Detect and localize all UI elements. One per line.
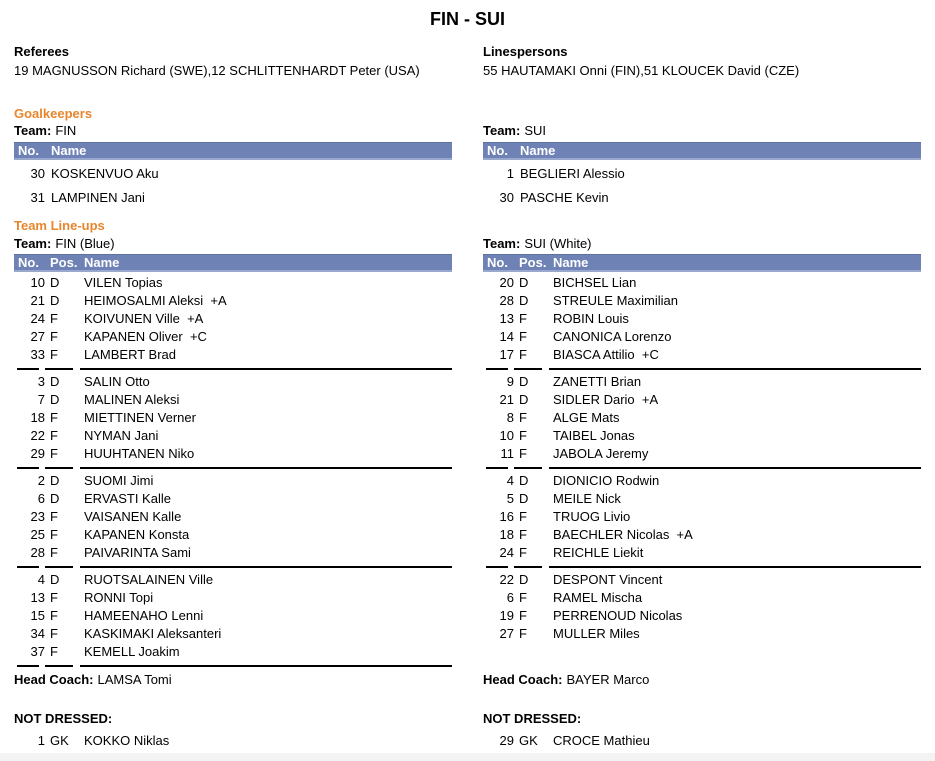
table-row [14, 607, 452, 625]
linespersons-names: 55 HAUTAMAKI Onni (FIN),51 KLOUCEK David (CZE) [483, 63, 800, 78]
lineup-table-header [483, 254, 921, 272]
cell-pos: F [519, 329, 527, 344]
cell-name: KASKIMAKI Aleksanteri [84, 626, 222, 641]
cell-no: 1 [506, 166, 514, 181]
cell-no: 2 [37, 473, 45, 488]
cell-name: SUOMI Jimi [84, 473, 154, 488]
cell-pos: F [519, 590, 527, 605]
cell-no: 14 [499, 329, 514, 344]
cell-name: TRUOG Livio [553, 509, 631, 524]
group-separator [14, 463, 452, 472]
cell-name: HUUHTANEN Niko [84, 446, 195, 461]
separator-line [514, 368, 542, 370]
head-coach-line-fin [14, 672, 452, 688]
cell-no: 22 [30, 428, 45, 443]
cell-pos: F [50, 590, 58, 605]
cell-no: 15 [30, 608, 45, 623]
header-cell-name: Name [51, 143, 87, 158]
header-cell-pos: Pos. [50, 255, 78, 270]
table-row [14, 625, 452, 643]
cell-no: 18 [499, 527, 514, 542]
referees-names: 19 MAGNUSSON Richard (SWE),12 SCHLITTENHARDT Peter (USA) [14, 63, 420, 78]
group-separator [483, 562, 921, 571]
cell-no: 27 [499, 626, 514, 641]
not-dressed-label: NOT DRESSED: [14, 711, 113, 726]
head-coach-name: BAYER Marco [566, 672, 650, 687]
lineup-team-line-sui [483, 236, 921, 252]
cell-name: KAPANEN Konsta [84, 527, 190, 542]
cell-name: PASCHE Kevin [520, 190, 609, 205]
separator-line [17, 368, 39, 370]
cell-no: 7 [37, 392, 45, 407]
table-row [14, 328, 452, 346]
cell-pos: D [519, 374, 529, 389]
lineup-table-fin [14, 254, 452, 670]
cell-no: 19 [499, 608, 514, 623]
cell-no: 6 [37, 491, 45, 506]
page-bottom-edge [0, 753, 935, 761]
group-separator [483, 463, 921, 472]
cell-pos: F [50, 644, 58, 659]
cell-name: CROCE Mathieu [553, 733, 650, 748]
table-row [483, 427, 921, 445]
separator-line [45, 467, 73, 469]
cell-pos: D [50, 275, 60, 290]
head-coach-line-sui [483, 672, 921, 688]
cell-name: HEIMOSALMI Aleksi +A [84, 293, 227, 308]
cell-no: 34 [30, 626, 45, 641]
cell-pos: D [50, 473, 60, 488]
cell-no: 29 [30, 446, 45, 461]
table-row [14, 589, 452, 607]
cell-no: 37 [30, 644, 45, 659]
cell-pos: GK [50, 733, 69, 748]
table-row [483, 607, 921, 625]
cell-name: BIASCA Attilio +C [553, 347, 659, 362]
group-separator [14, 562, 452, 571]
table-row [483, 508, 921, 526]
team-value: FIN [55, 123, 77, 138]
gk-rows-fin [14, 162, 452, 210]
header-cell-name: Name [520, 143, 556, 158]
header-cell-name: Name [84, 255, 120, 270]
cell-name: LAMPINEN Jani [51, 190, 145, 205]
table-row [14, 733, 452, 749]
cell-no: 4 [506, 473, 514, 488]
table-row [483, 571, 921, 589]
table-row [14, 274, 452, 292]
cell-name: HAMEENAHO Lenni [84, 608, 204, 623]
cell-name: ERVASTI Kalle [84, 491, 171, 506]
cell-pos: F [50, 608, 58, 623]
cell-no: 13 [30, 590, 45, 605]
lineup-team-line-fin [14, 236, 452, 252]
cell-pos: F [519, 608, 527, 623]
cell-no: 24 [499, 545, 514, 560]
table-row [483, 346, 921, 364]
gk-table-fin [14, 142, 452, 210]
cell-no: 23 [30, 509, 45, 524]
cell-pos: F [519, 428, 527, 443]
table-row [14, 445, 452, 463]
separator-line [486, 566, 508, 568]
cell-no: 11 [500, 446, 514, 461]
table-row [14, 373, 452, 391]
cell-no: 9 [506, 374, 514, 389]
cell-pos: D [50, 491, 60, 506]
table-row [483, 409, 921, 427]
separator-line [80, 566, 452, 568]
cell-pos: F [519, 410, 527, 425]
table-row [483, 274, 921, 292]
table-row [14, 643, 452, 661]
table-row [483, 445, 921, 463]
cell-name: BAECHLER Nicolas +A [553, 527, 693, 542]
cell-pos: F [50, 347, 58, 362]
cell-no: 22 [499, 572, 514, 587]
header-cell-no: No. [18, 255, 39, 270]
separator-line [80, 665, 452, 667]
cell-pos: F [519, 446, 527, 461]
lineup-rows-fin [14, 274, 452, 670]
separator-line [17, 665, 39, 667]
not-dressed-rows-sui [483, 733, 921, 749]
group-separator [14, 364, 452, 373]
cell-no: 21 [499, 392, 514, 407]
table-row [14, 427, 452, 445]
separator-line [514, 566, 542, 568]
cell-name: ALGE Mats [553, 410, 620, 425]
cell-pos: F [519, 347, 527, 362]
cell-no: 10 [499, 428, 514, 443]
cell-no: 18 [30, 410, 45, 425]
table-row [483, 733, 921, 749]
table-row [14, 571, 452, 589]
separator-line [45, 368, 73, 370]
cell-name: RONNI Topi [84, 590, 154, 605]
lineup-table-header [14, 254, 452, 272]
cell-no: 31 [30, 190, 45, 205]
table-row [483, 373, 921, 391]
cell-pos: F [50, 428, 58, 443]
group-separator [483, 364, 921, 373]
cell-name: BICHSEL Lian [553, 275, 637, 290]
table-row [483, 472, 921, 490]
gk-table-header [14, 142, 452, 160]
cell-pos: GK [519, 733, 538, 748]
table-row [483, 391, 921, 409]
cell-name: KOIVUNEN Ville +A [84, 311, 204, 326]
cell-pos: D [50, 293, 60, 308]
table-row [14, 310, 452, 328]
cell-no: 16 [499, 509, 514, 524]
cell-pos: F [50, 509, 58, 524]
cell-name: VAISANEN Kalle [84, 509, 182, 524]
team-value: FIN (Blue) [55, 236, 115, 251]
cell-pos: F [50, 446, 58, 461]
table-row [483, 589, 921, 607]
cell-name: VILEN Topias [84, 275, 163, 290]
cell-name: BEGLIERI Alessio [520, 166, 625, 181]
header-cell-no: No. [18, 143, 39, 158]
cell-pos: F [519, 527, 527, 542]
separator-line [80, 368, 452, 370]
head-coach-label: Head Coach: [483, 672, 563, 687]
cell-pos: D [50, 374, 60, 389]
cell-name: KOSKENVUO Aku [51, 166, 159, 181]
cell-name: MEILE Nick [553, 491, 621, 506]
cell-no: 25 [30, 527, 45, 542]
cell-no: 17 [499, 347, 514, 362]
cell-pos: D [519, 473, 529, 488]
column-fin [14, 0, 452, 761]
head-coach-label: Head Coach: [14, 672, 94, 687]
table-row [14, 162, 452, 186]
cell-name: SALIN Otto [84, 374, 150, 389]
separator-line [17, 467, 39, 469]
cell-pos: F [50, 410, 58, 425]
cell-pos: D [519, 491, 529, 506]
table-row [14, 409, 452, 427]
gk-rows-sui [483, 162, 921, 210]
cell-name: RUOTSALAINEN Ville [84, 572, 214, 587]
cell-no: 5 [506, 491, 514, 506]
table-row [14, 472, 452, 490]
cell-no: 3 [37, 374, 45, 389]
table-row [483, 625, 921, 643]
separator-line [549, 467, 921, 469]
gk-team-line-fin [14, 123, 452, 139]
team-label: Team: [14, 236, 52, 251]
gk-table-sui [483, 142, 921, 210]
table-row [483, 328, 921, 346]
cell-no: 29 [499, 733, 514, 748]
table-row [14, 508, 452, 526]
head-coach-name: LAMSA Tomi [97, 672, 172, 687]
cell-name: ROBIN Louis [553, 311, 629, 326]
cell-no: 27 [30, 329, 45, 344]
table-row [483, 162, 921, 186]
cell-no: 30 [30, 166, 45, 181]
cell-no: 24 [30, 311, 45, 326]
cell-pos: F [519, 626, 527, 641]
cell-pos: F [50, 329, 58, 344]
lineup-rows-sui [483, 274, 921, 643]
header-cell-pos: Pos. [519, 255, 547, 270]
table-row [14, 186, 452, 210]
cell-no: 30 [499, 190, 514, 205]
table-row [14, 526, 452, 544]
team-label: Team: [483, 236, 521, 251]
separator-line [486, 368, 508, 370]
linespersons-label: Linespersons [483, 44, 568, 59]
separator-line [17, 566, 39, 568]
lineups-heading: Team Line-ups [14, 218, 105, 233]
gk-team-line-sui [483, 123, 921, 139]
cell-no: 28 [499, 293, 514, 308]
separator-line [514, 467, 542, 469]
cell-name: CANONICA Lorenzo [553, 329, 672, 344]
table-row [483, 544, 921, 562]
table-row [14, 544, 452, 562]
cell-name: LAMBERT Brad [84, 347, 177, 362]
cell-pos: D [50, 392, 60, 407]
cell-name: PERRENOUD Nicolas [553, 608, 683, 623]
team-label: Team: [14, 123, 52, 138]
cell-name: STREULE Maximilian [553, 293, 678, 308]
table-row [14, 391, 452, 409]
cell-pos: D [519, 275, 529, 290]
cell-no: 6 [506, 590, 514, 605]
separator-line [549, 566, 921, 568]
cell-pos: F [50, 545, 58, 560]
cell-name: KEMELL Joakim [84, 644, 180, 659]
cell-name: NYMAN Jani [84, 428, 159, 443]
gk-table-header [483, 142, 921, 160]
goalkeepers-heading: Goalkeepers [14, 106, 93, 121]
separator-line [45, 566, 73, 568]
cell-no: 20 [499, 275, 514, 290]
team-value: SUI (White) [524, 236, 592, 251]
team-label: Team: [483, 123, 521, 138]
cell-name: KOKKO Niklas [84, 733, 170, 748]
table-row [483, 186, 921, 210]
cell-no: 8 [506, 410, 514, 425]
cell-pos: F [50, 311, 58, 326]
cell-pos: D [519, 293, 529, 308]
lineup-table-sui [483, 254, 921, 643]
cell-pos: F [50, 626, 58, 641]
table-row [14, 346, 452, 364]
cell-pos: F [519, 311, 527, 326]
cell-pos: F [519, 509, 527, 524]
separator-line [549, 368, 921, 370]
cell-name: DESPONT Vincent [553, 572, 663, 587]
table-row [14, 490, 452, 508]
table-row [483, 526, 921, 544]
cell-name: REICHLE Liekit [553, 545, 644, 560]
cell-name: KAPANEN Oliver +C [84, 329, 207, 344]
page-title: FIN - SUI [430, 9, 505, 29]
not-dressed-label: NOT DRESSED: [483, 711, 582, 726]
cell-no: 1 [37, 733, 45, 748]
cell-no: 28 [30, 545, 45, 560]
table-row [483, 310, 921, 328]
cell-name: MULLER Miles [553, 626, 640, 641]
group-separator [14, 661, 452, 670]
cell-name: MIETTINEN Verner [84, 410, 196, 425]
cell-no: 4 [37, 572, 45, 587]
referees-label: Referees [14, 44, 69, 59]
cell-no: 10 [30, 275, 45, 290]
cell-name: JABOLA Jeremy [553, 446, 649, 461]
cell-name: RAMEL Mischa [553, 590, 643, 605]
team-value: SUI [524, 123, 546, 138]
cell-name: TAIBEL Jonas [553, 428, 635, 443]
header-cell-no: No. [487, 143, 508, 158]
header-cell-no: No. [487, 255, 508, 270]
cell-name: PAIVARINTA Sami [84, 545, 191, 560]
table-row [14, 292, 452, 310]
table-row [483, 292, 921, 310]
cell-pos: D [50, 572, 60, 587]
table-row [483, 490, 921, 508]
column-sui [483, 0, 921, 761]
cell-pos: D [519, 572, 529, 587]
cell-no: 21 [30, 293, 45, 308]
cell-no: 33 [30, 347, 45, 362]
cell-name: ZANETTI Brian [553, 374, 642, 389]
not-dressed-rows-fin [14, 733, 452, 749]
cell-pos: F [519, 545, 527, 560]
separator-line [486, 467, 508, 469]
cell-no: 13 [499, 311, 514, 326]
separator-line [80, 467, 452, 469]
cell-name: DIONICIO Rodwin [553, 473, 660, 488]
separator-line [45, 665, 73, 667]
cell-pos: F [50, 527, 58, 542]
cell-pos: D [519, 392, 529, 407]
cell-name: SIDLER Dario +A [553, 392, 659, 407]
cell-name: MALINEN Aleksi [84, 392, 180, 407]
header-cell-name: Name [553, 255, 589, 270]
